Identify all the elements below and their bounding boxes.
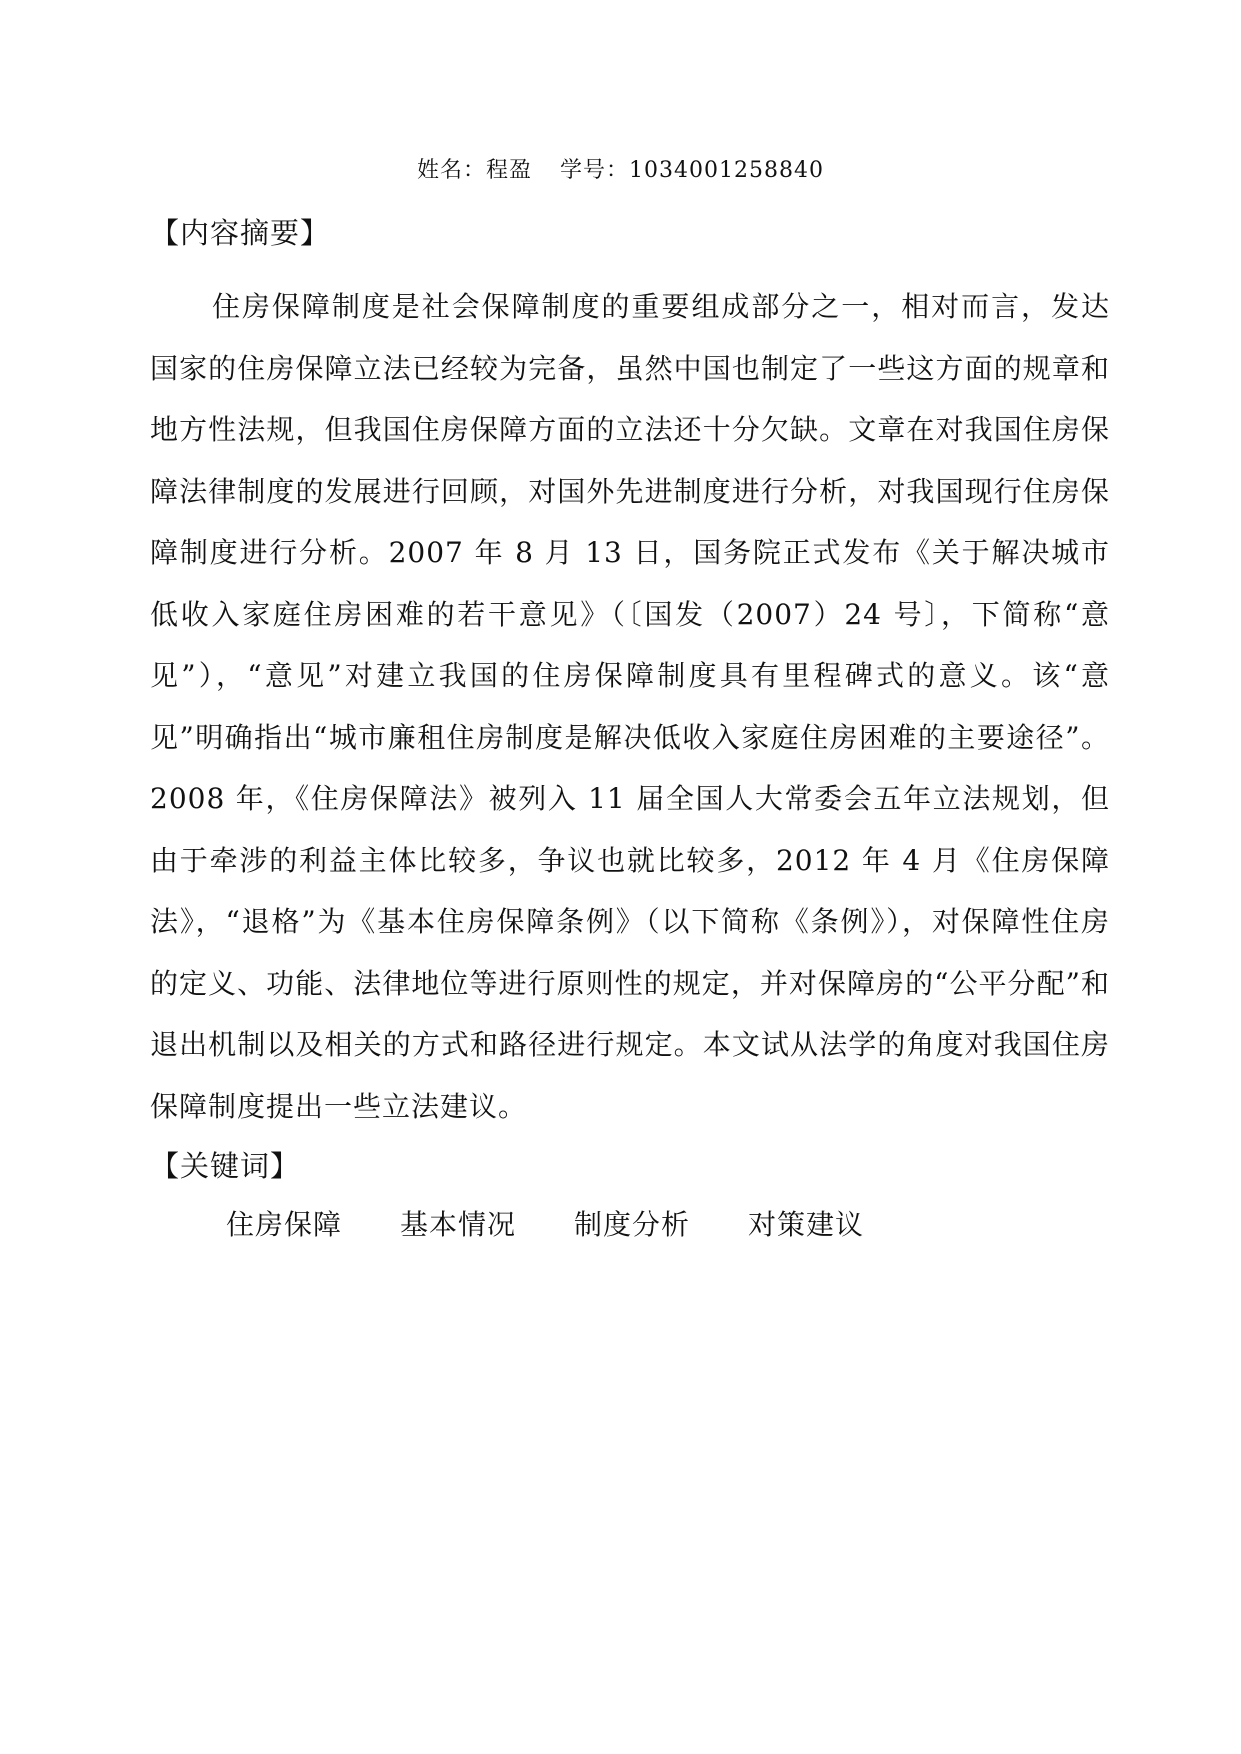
keywords-heading: 【关键词】 [150,1149,301,1183]
abstract-heading: 【内容摘要】 [150,216,331,250]
keyword-item: 制度分析 [574,1208,691,1241]
keyword-item: 住房保障 [226,1208,343,1241]
keyword-list [226,1203,922,1247]
name-label: 姓名： [416,158,486,183]
abstract-body: 住房保障制度是社会保障制度的重要组成部分之一，相对而言，发达国家的住房保障立法已经较为完备，虽然中国也制定了一些这方面的规章和地方性法规，但我国住房保障方面的立法还十分欠缺。文章在对我国住房保障法律制度的发展进行回顾，对国外先进制度进行分析，对我国现行住房保障制度进行分析。2007 年 8 月 13 日，国务院正式发布《关于解决城市低收入家庭住房困难的若干意见》（〔国发（2007）24 号〕，下简称“意见”），“意见”对建立我国的住房保障制度具有里程碑式的意义。该“意见”明确指出“城市廉租住房制度是解决低收入家庭住房困难的主要途径”。2008 年，《住房保障法》被列入 11 届全国人大常委会五年立法规划，但由于牵涉的利益主体比较多，争议也就比较多，2012 年 4 月《住房保障法》，“退格”为《基本住房保障条例》（以下简称《条例》），对保障性住房的定义、功能、法律地位等进行原则性的规定，并对保障房的“公平分配”和退出机制以及相关的方式和路径进行规定。本文试从法学的角度对我国住房保障制度提出一些立法建议。 [150,290,1110,1123]
keyword-item: 基本情况 [400,1208,517,1241]
keyword-item: 对策建议 [748,1208,865,1241]
student-id-label: 学号： [560,158,630,183]
student-id-value: 1034001258840 [629,158,824,183]
author-info-line [0,156,1241,186]
author-name: 程盈 [486,158,533,183]
